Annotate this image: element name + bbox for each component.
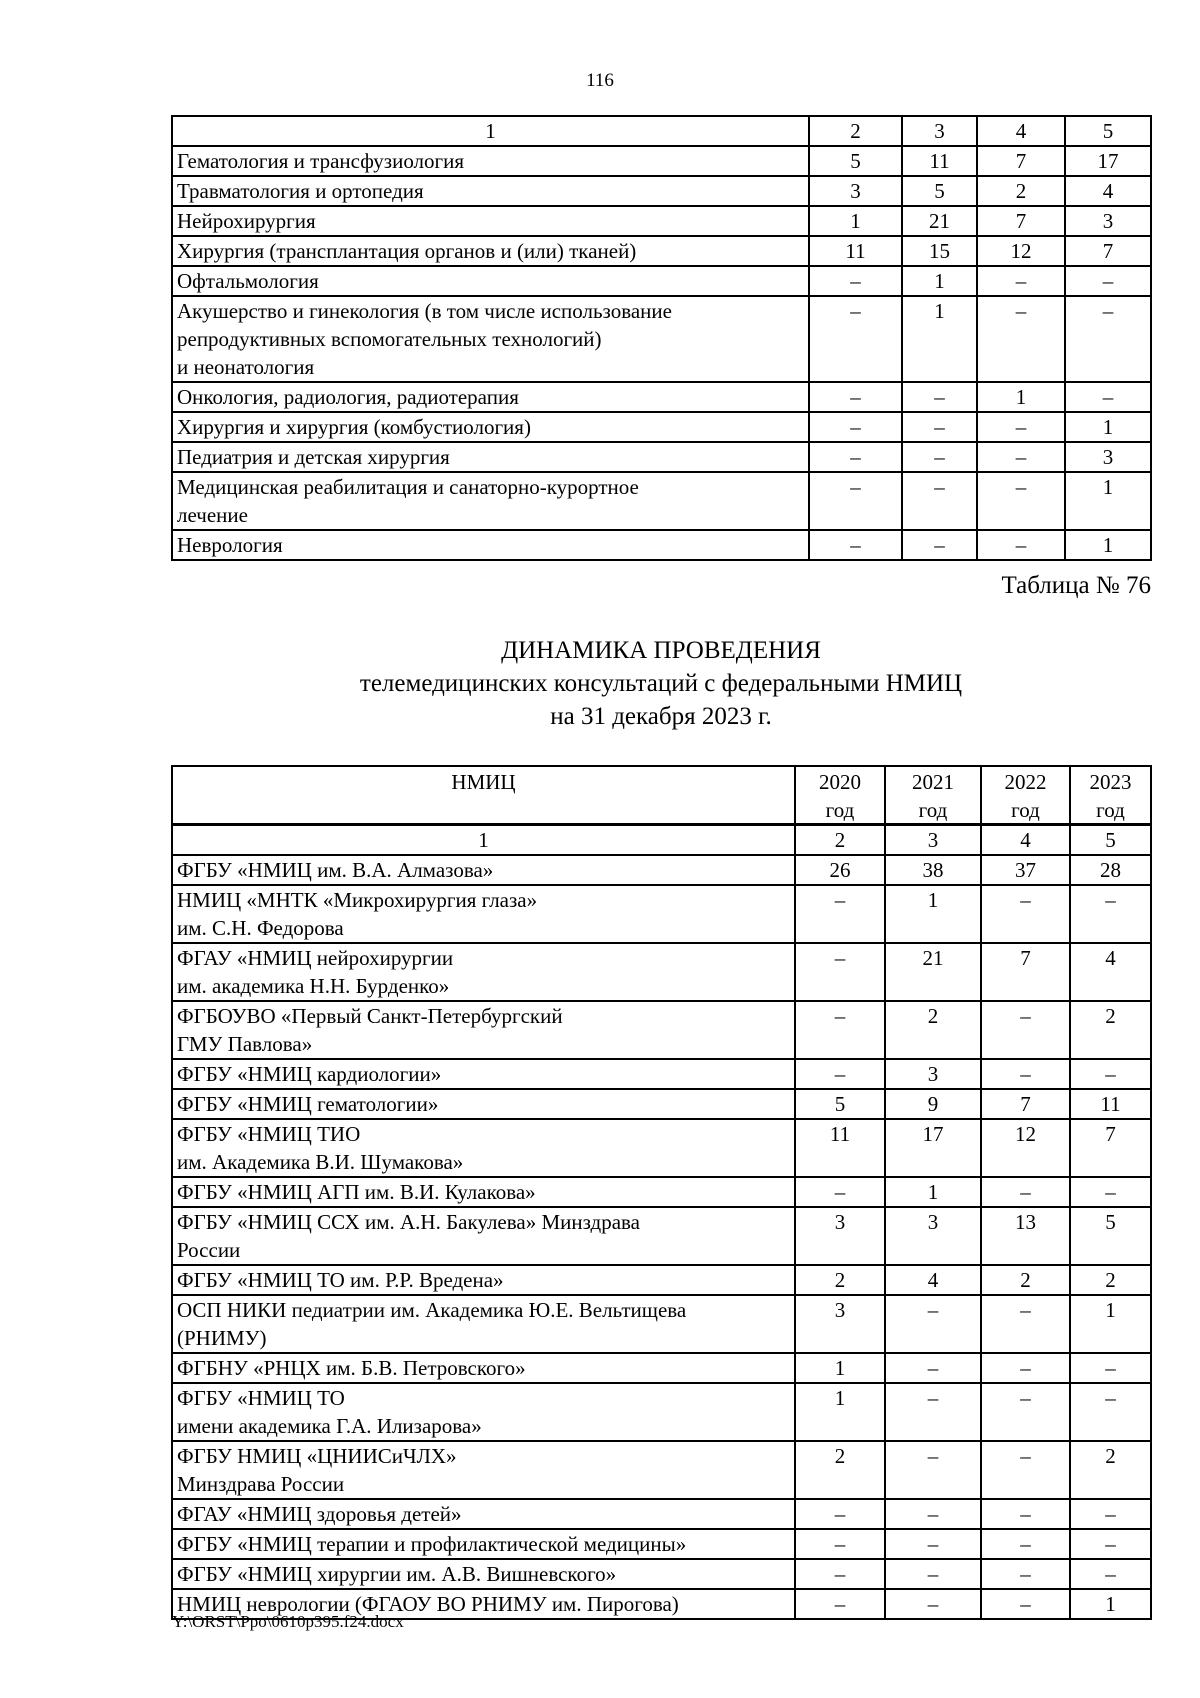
table-row [172, 266, 1151, 296]
value-cell: 17 [1065, 146, 1151, 176]
numbering-cell: 1 [172, 825, 795, 856]
numbering-cell: 3 [885, 825, 981, 856]
value-cell: – [977, 530, 1065, 560]
value-cell: – [809, 472, 902, 530]
value-cell: – [795, 1059, 885, 1089]
value-cell: – [885, 1295, 981, 1353]
table-row [172, 146, 1151, 176]
header-cell: 3 [902, 116, 977, 146]
row-label: Травматология и ортопедия [172, 176, 809, 206]
year-header-2022: 2022 год [981, 766, 1070, 825]
value-cell: – [885, 1559, 981, 1589]
value-cell: – [809, 442, 902, 472]
table-row [172, 472, 1151, 530]
row-label: НМИЦ «МНТК «Микрохирургия глаза» им. С.Н. Федорова [172, 885, 795, 943]
row-label: Хирургия (трансплантация органов и (или) тканей) [172, 236, 809, 266]
row-label: Офтальмология [172, 266, 809, 296]
value-cell: 1 [795, 1353, 885, 1383]
value-cell: – [1070, 1499, 1151, 1529]
table-header-row [172, 766, 1151, 825]
row-label: Онкология, радиология, радиотерапия [172, 382, 809, 412]
value-cell: 1 [1070, 1589, 1151, 1619]
row-label: ФГБУ «НМИЦ кардиологии» [172, 1059, 795, 1089]
value-cell: – [1065, 296, 1151, 382]
value-cell: – [809, 530, 902, 560]
table-row [172, 885, 1151, 943]
year-header-2020: 2020 год [795, 766, 885, 825]
table-row [172, 1089, 1151, 1119]
value-cell: 2 [795, 1441, 885, 1499]
table-row [172, 1529, 1151, 1559]
row-label: Неврология [172, 530, 809, 560]
value-cell: 7 [981, 943, 1070, 1001]
table-row [172, 1001, 1151, 1059]
value-cell: – [902, 442, 977, 472]
value-cell: – [981, 1589, 1070, 1619]
value-cell: – [981, 1001, 1070, 1059]
value-cell: – [902, 530, 977, 560]
table-number: Таблица № 76 [1001, 572, 1151, 599]
value-cell: – [1065, 382, 1151, 412]
value-cell: 2 [977, 176, 1065, 206]
value-cell: – [795, 943, 885, 1001]
value-cell: – [981, 1441, 1070, 1499]
row-label: Педиатрия и детская хирургия [172, 442, 809, 472]
value-cell: 4 [1065, 176, 1151, 206]
value-cell: – [977, 472, 1065, 530]
row-label: ФГАУ «НМИЦ нейрохирургии им. академика Н.Н. Бурденко» [172, 943, 795, 1001]
specialty-table [171, 115, 1152, 561]
value-cell: 37 [981, 855, 1070, 885]
table-row [172, 943, 1151, 1001]
value-cell: 7 [977, 146, 1065, 176]
value-cell: 2 [885, 1001, 981, 1059]
value-cell: 3 [795, 1207, 885, 1265]
value-cell: 9 [885, 1089, 981, 1119]
value-cell: 1 [977, 382, 1065, 412]
value-cell: 3 [885, 1059, 981, 1089]
value-cell: 5 [1070, 1207, 1151, 1265]
header-cell: 2 [809, 116, 902, 146]
value-cell: 26 [795, 855, 885, 885]
value-cell: 1 [902, 266, 977, 296]
value-cell: 7 [977, 206, 1065, 236]
row-label: ФГБУ «НМИЦ гематологии» [172, 1089, 795, 1119]
value-cell: – [885, 1589, 981, 1619]
value-cell: 5 [795, 1089, 885, 1119]
value-cell: 1 [1065, 412, 1151, 442]
row-label: Акушерство и гинекология (в том числе использование репродуктивных вспомогательных технологий) и неонатология [172, 296, 809, 382]
file-path-footer: Y:\ORST\Ppo\0610p395.f24.docx [172, 1612, 404, 1631]
value-cell: 3 [885, 1207, 981, 1265]
row-label: Гематология и трансфузиология [172, 146, 809, 176]
table-subtitle: телемедицинских консультаций с федеральными НМИЦ [359, 670, 963, 697]
value-cell: 4 [1070, 943, 1151, 1001]
row-label: ФГБУ «НМИЦ ТО имени академика Г.А. Илизарова» [172, 1383, 795, 1441]
table-header-row [172, 116, 1151, 146]
value-cell: 17 [885, 1119, 981, 1177]
value-cell: 1 [885, 885, 981, 943]
row-label: ФГБУ НМИЦ «ЦНИИСиЧЛХ» Минздрава России [172, 1441, 795, 1499]
row-label: НМИЦ неврологии (ФГАОУ ВО РНИМУ им. Пирогова) [172, 1589, 795, 1619]
value-cell: – [981, 1559, 1070, 1589]
value-cell: 7 [981, 1089, 1070, 1119]
row-label: Хирургия и хирургия (комбустиология) [172, 412, 809, 442]
value-cell: – [1070, 1383, 1151, 1441]
value-cell: 2 [1070, 1265, 1151, 1295]
value-cell: – [809, 412, 902, 442]
value-cell: – [1065, 266, 1151, 296]
value-cell: – [981, 1529, 1070, 1559]
value-cell: – [902, 382, 977, 412]
value-cell: 1 [1065, 530, 1151, 560]
value-cell: 7 [1070, 1119, 1151, 1177]
numbering-cell: 5 [1070, 825, 1151, 856]
row-label: ФГБУ «НМИЦ им. В.А. Алмазова» [172, 855, 795, 885]
numbering-cell: 4 [981, 825, 1070, 856]
value-cell: – [981, 1177, 1070, 1207]
value-cell: – [795, 1177, 885, 1207]
value-cell: – [1070, 885, 1151, 943]
header-cell: 1 [172, 116, 809, 146]
value-cell: – [795, 1589, 885, 1619]
row-label: Медицинская реабилитация и санаторно-курортное лечение [172, 472, 809, 530]
value-cell: 38 [885, 855, 981, 885]
value-cell: – [981, 1295, 1070, 1353]
value-cell: 3 [1065, 442, 1151, 472]
value-cell: – [977, 442, 1065, 472]
value-cell: – [981, 1383, 1070, 1441]
table-row [172, 1265, 1151, 1295]
value-cell: 1 [1070, 1295, 1151, 1353]
value-cell: – [1070, 1353, 1151, 1383]
value-cell: – [885, 1441, 981, 1499]
value-cell: – [1070, 1529, 1151, 1559]
value-cell: 11 [795, 1119, 885, 1177]
row-label: ФГБНУ «РНЦХ им. Б.В. Петровского» [172, 1353, 795, 1383]
table-row [172, 1059, 1151, 1089]
value-cell: 2 [981, 1265, 1070, 1295]
value-cell: 28 [1070, 855, 1151, 885]
table-row [172, 1441, 1151, 1499]
value-cell: – [809, 382, 902, 412]
value-cell: – [885, 1383, 981, 1441]
table-row [172, 236, 1151, 266]
value-cell: – [981, 885, 1070, 943]
table-row [172, 1383, 1151, 1441]
value-cell: 2 [1070, 1441, 1151, 1499]
value-cell: – [977, 266, 1065, 296]
value-cell: – [977, 296, 1065, 382]
value-cell: – [977, 412, 1065, 442]
value-cell: – [981, 1499, 1070, 1529]
value-cell: 2 [795, 1265, 885, 1295]
value-cell: – [1070, 1059, 1151, 1089]
value-cell: 13 [981, 1207, 1070, 1265]
numbering-cell: 2 [795, 825, 885, 856]
value-cell: 12 [981, 1119, 1070, 1177]
row-label: ФГБУ «НМИЦ ССХ им. А.Н. Бакулева» Минздрава России [172, 1207, 795, 1265]
header-cell: 4 [977, 116, 1065, 146]
table-row [172, 442, 1151, 472]
table-row [172, 1295, 1151, 1353]
value-cell: – [795, 885, 885, 943]
value-cell: – [981, 1059, 1070, 1089]
value-cell: – [795, 1499, 885, 1529]
row-label: ФГБУ «НМИЦ хирургии им. А.В. Вишневского» [172, 1559, 795, 1589]
value-cell: – [795, 1001, 885, 1059]
row-label: ФГБОУВО «Первый Санкт-Петербургский ГМУ Павлова» [172, 1001, 795, 1059]
value-cell: 3 [809, 176, 902, 206]
value-cell: – [809, 266, 902, 296]
value-cell: 11 [809, 236, 902, 266]
row-label: Нейрохирургия [172, 206, 809, 236]
table-row [172, 1499, 1151, 1529]
table-row [172, 1207, 1151, 1265]
table-row [172, 382, 1151, 412]
value-cell: – [885, 1529, 981, 1559]
row-label: ФГБУ «НМИЦ АГП им. В.И. Кулакова» [172, 1177, 795, 1207]
table-row [172, 296, 1151, 382]
value-cell: – [902, 472, 977, 530]
table-row [172, 206, 1151, 236]
value-cell: – [809, 296, 902, 382]
value-cell: 1 [809, 206, 902, 236]
value-cell: 21 [902, 206, 977, 236]
value-cell: 2 [1070, 1001, 1151, 1059]
value-cell: 11 [902, 146, 977, 176]
value-cell: 11 [1070, 1089, 1151, 1119]
value-cell: – [1070, 1559, 1151, 1589]
header-cell: 5 [1065, 116, 1151, 146]
table-row [172, 1177, 1151, 1207]
value-cell: 5 [809, 146, 902, 176]
nmic-consultations-table [171, 765, 1152, 1620]
year-header-2021: 2021 год [885, 766, 981, 825]
value-cell: 4 [885, 1265, 981, 1295]
row-label: ФГБУ «НМИЦ ТИО им. Академика В.И. Шумакова» [172, 1119, 795, 1177]
value-cell: 12 [977, 236, 1065, 266]
value-cell: 15 [902, 236, 977, 266]
value-cell: 7 [1065, 236, 1151, 266]
value-cell: – [885, 1499, 981, 1529]
value-cell: – [885, 1353, 981, 1383]
table-row [172, 176, 1151, 206]
value-cell: – [795, 1559, 885, 1589]
value-cell: 1 [1065, 472, 1151, 530]
row-label: ФГАУ «НМИЦ здоровья детей» [172, 1499, 795, 1529]
value-cell: 5 [902, 176, 977, 206]
table-title: ДИНАМИКА ПРОВЕДЕНИЯ [501, 637, 821, 664]
row-label: ОСП НИКИ педиатрии им. Академика Ю.Е. Вельтищева (РНИМУ) [172, 1295, 795, 1353]
table-row [172, 530, 1151, 560]
row-label: ФГБУ «НМИЦ ТО им. Р.Р. Вредена» [172, 1265, 795, 1295]
table-row [172, 1353, 1151, 1383]
value-cell: 3 [795, 1295, 885, 1353]
table-row [172, 1119, 1151, 1177]
value-cell: – [795, 1529, 885, 1559]
value-cell: 21 [885, 943, 981, 1001]
value-cell: – [902, 412, 977, 442]
table-row [172, 412, 1151, 442]
nmic-column-header: НМИЦ [172, 766, 795, 825]
numbering-row [172, 825, 1151, 856]
value-cell: 1 [902, 296, 977, 382]
value-cell: 1 [795, 1383, 885, 1441]
table-row [172, 1559, 1151, 1589]
value-cell: 3 [1065, 206, 1151, 236]
value-cell: 1 [885, 1177, 981, 1207]
value-cell: – [981, 1353, 1070, 1383]
table-row [172, 855, 1151, 885]
page-number: 116 [586, 70, 614, 91]
table-date: на 31 декабря 2023 г. [550, 703, 772, 730]
row-label: ФГБУ «НМИЦ терапии и профилактической медицины» [172, 1529, 795, 1559]
value-cell: – [1070, 1177, 1151, 1207]
year-header-2023: 2023 год [1070, 766, 1151, 825]
